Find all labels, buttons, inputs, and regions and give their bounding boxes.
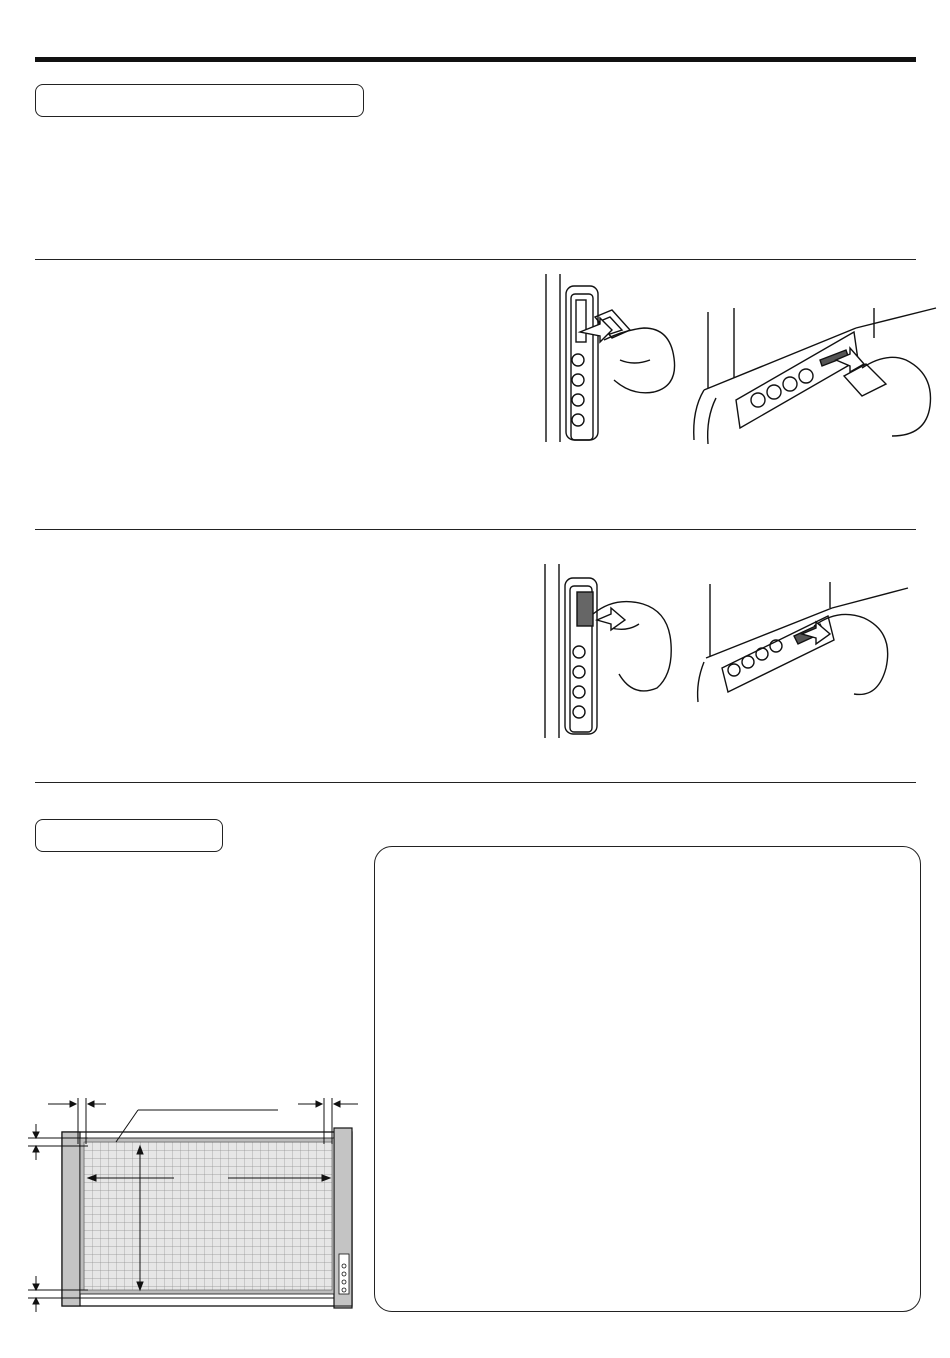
section-1-heading — [35, 84, 364, 117]
divider-2 — [35, 529, 916, 530]
whiteboard-scan-area-diagram — [28, 1094, 360, 1316]
page-top-rule — [35, 57, 916, 62]
divider-3 — [35, 782, 916, 783]
note-box — [374, 846, 921, 1312]
section-2-heading — [35, 819, 223, 852]
card-remove-vertical-illustration — [535, 562, 685, 742]
card-insert-horizontal-illustration — [686, 308, 940, 448]
card-insert-vertical-illustration — [540, 272, 690, 447]
divider-1 — [35, 259, 916, 260]
card-remove-horizontal-illustration — [696, 582, 912, 708]
